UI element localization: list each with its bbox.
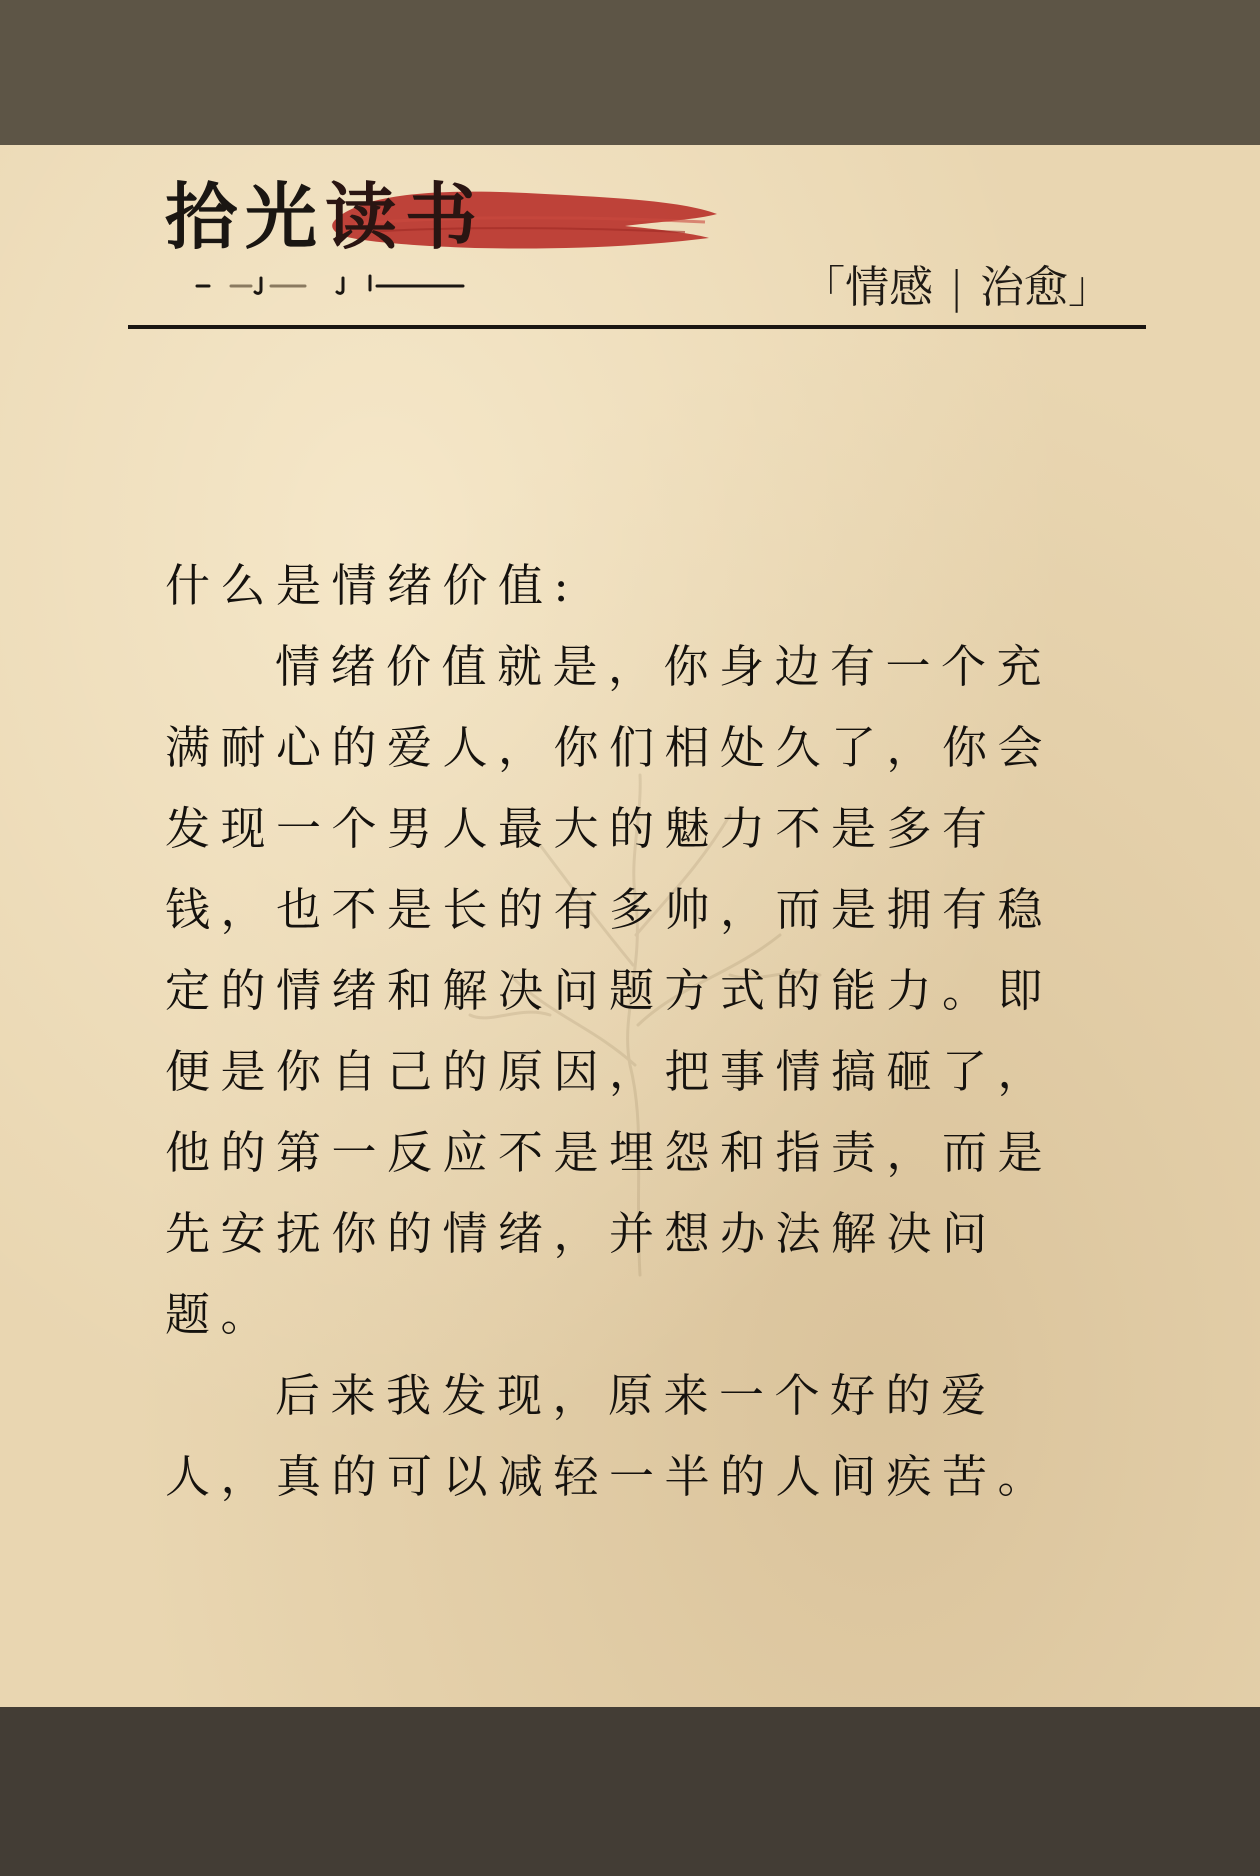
tag-emotion: 情感 [845,262,934,313]
article-paragraph-1: 情绪价值就是，你身边有一个充满耐心的爱人，你们相处久了，你会发现一个男人最大的魅力不是多有钱，也不是长的有多帅，而是拥有稳定的情绪和解决问题方式的能力。即便是你自己的原因，把事情搞砸了，他的第一反应不是埋怨和指责，而是先安抚你的情绪，并想办法解决问题。 [165,640,1054,1341]
article-body [165,545,1085,1517]
tag-separator: | [949,262,964,313]
article-paragraph-2: 后来我发现，原来一个好的爱人，真的可以减轻一半的人间疾苦。 [165,1369,1054,1503]
brand-ornament-line [195,272,465,298]
tag-healing: 治愈 [980,262,1068,313]
top-dark-band [0,0,1260,145]
brand-title-part1: 拾光 [165,174,326,259]
tag-open-bracket: 「 [801,262,846,313]
article-heading: 什么是情绪价值: [165,559,580,612]
bottom-dark-band [0,1707,1260,1876]
brand-title [165,172,485,262]
brand-title-part2: 读书 [325,174,486,259]
category-tags [801,258,1112,318]
tag-close-bracket: 」 [1068,262,1112,313]
header-divider [128,325,1146,329]
